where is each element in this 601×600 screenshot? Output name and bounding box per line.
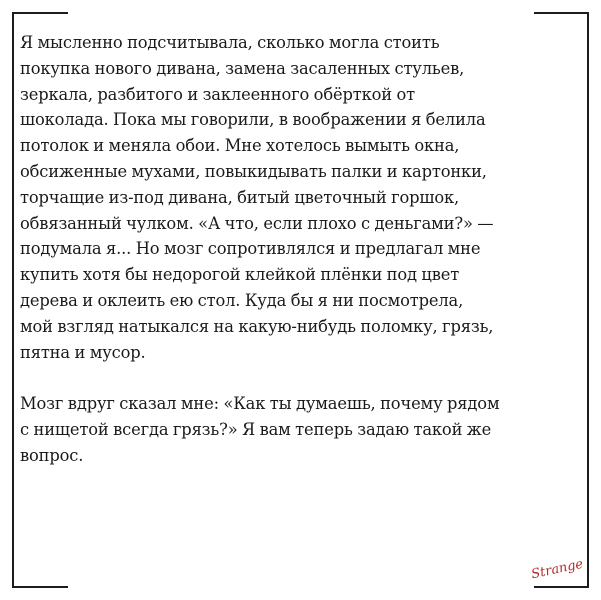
text-line: зеркала, разбитого и заклеенного обёрткой от bbox=[20, 84, 415, 104]
text-line: Мозг вдруг сказал мне: «Как ты думаешь, почему рядом bbox=[20, 394, 500, 414]
text-line: дерева и оклеить ею стол. Куда бы я ни посмотрела, bbox=[20, 290, 464, 310]
frame-left-border bbox=[12, 12, 14, 588]
text-line: пятна и мусор. bbox=[20, 342, 146, 362]
text-line: торчащие из-под дивана, битый цветочный горшок, bbox=[20, 187, 460, 207]
paragraph-2 bbox=[20, 391, 580, 468]
text-line: с нищетой всегда грязь?» Я вам теперь задаю такой же bbox=[20, 419, 492, 439]
paragraph-1 bbox=[20, 30, 580, 365]
text-line: обвязанный чулком. «А что, если плохо с деньгами?» — bbox=[20, 213, 494, 233]
frame-corner-bottom-left-horizontal bbox=[12, 586, 68, 588]
text-line: Я мысленно подсчитывала, сколько могла стоить bbox=[20, 33, 440, 52]
text-line: купить хотя бы недорогой клейкой плёнки под цвет bbox=[20, 265, 460, 285]
author-signature bbox=[531, 556, 587, 586]
text-line: вопрос. bbox=[20, 445, 84, 465]
text-line: покупка нового дивана, замена засаленных стульев, bbox=[20, 58, 465, 78]
frame-right-border bbox=[587, 12, 589, 588]
text-line: подумала я... Но мозг сопротивлялся и предлагал мне bbox=[20, 239, 481, 259]
signature-text: Strange bbox=[530, 556, 585, 583]
text-block bbox=[20, 30, 580, 469]
frame-corner-top-left-horizontal bbox=[12, 12, 68, 14]
frame-corner-bottom-right-horizontal bbox=[534, 586, 589, 588]
text-line: обсиженные мухами, повыкидывать палки и картонки, bbox=[20, 161, 487, 181]
text-line: потолок и меняла обои. Мне хотелось вымыть окна, bbox=[20, 136, 460, 156]
text-line: мой взгляд натыкался на какую-нибудь поломку, грязь, bbox=[20, 316, 494, 336]
text-line: шоколада. Пока мы говорили, в воображении я белила bbox=[20, 110, 486, 130]
frame-corner-top-right-horizontal bbox=[534, 12, 589, 14]
